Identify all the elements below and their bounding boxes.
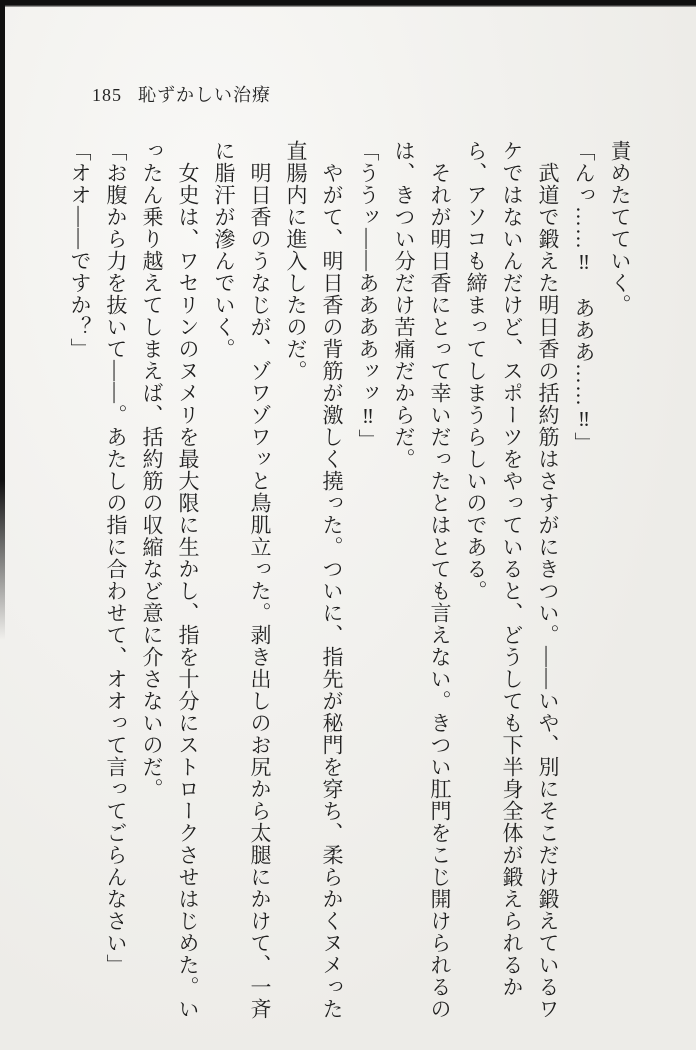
paragraph: 責めたてていく。 xyxy=(608,140,632,316)
paragraph: 明日香のうなじが、ゾワゾワッと鳥肌立った。剥き出しのお尻から太腿にかけて、一斉に脂汗が滲んでいく。 xyxy=(212,140,272,1020)
page-number: 185 xyxy=(92,85,122,105)
body-text xyxy=(58,140,638,1022)
paragraph: 武道で鍛えた明日香の括約筋はさすがにきつい。――いや、別にそこだけ鍛えているワケではないんだけど、スポーツをやっていると、どうしても下半身全体が鍛えられるから、アソコも締まってしまうらしいのである。 xyxy=(464,140,560,1020)
paragraph: 女史は、ワセリンのヌメリを最大限に生かし、指を十分にストロークさせはじめた。いったん乗り越えてしまえば、括約筋の収縮など意に介さないのだ。 xyxy=(140,140,200,1020)
scan-edge-top xyxy=(0,0,696,7)
paragraph: 「ううッ――ああああッッ‼」 xyxy=(356,140,380,451)
paragraph: 「お腹から力を抜いて――。あたしの指に合わせて、オオって言ってごらんなさい」 xyxy=(104,140,128,976)
running-head xyxy=(92,81,271,107)
paragraph: 「んっ……‼ あああ……‼」 xyxy=(572,140,596,454)
running-title: 恥ずかしい治療 xyxy=(138,85,271,105)
scan-edge-left xyxy=(0,0,5,640)
paragraph: やがて、明日香の背筋が激しく撓った。ついに、指先が秘門を穿ち、柔らかくヌメった直腸内に進入したのだ。 xyxy=(284,140,344,1020)
paragraph: 「オオ――ですか？」 xyxy=(68,140,92,360)
paragraph: それが明日香にとって幸いだったとはとても言えない。きつい肛門をこじ開けられるのは、きつい分だけ苦痛だからだ。 xyxy=(392,140,452,1020)
